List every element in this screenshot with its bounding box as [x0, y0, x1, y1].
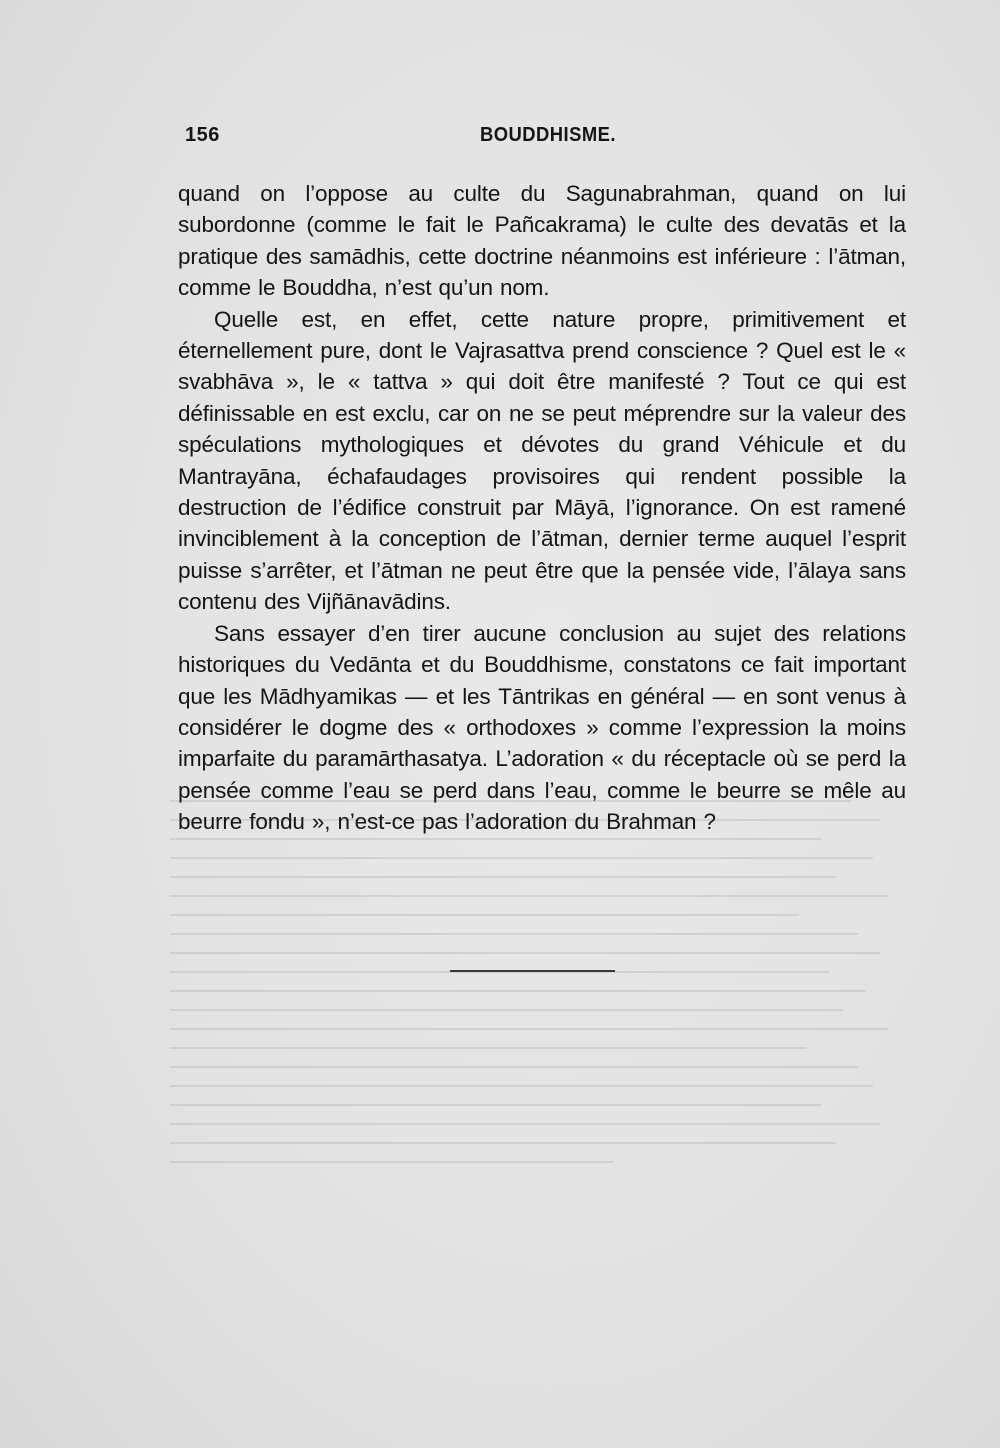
- bleed-through-text: [170, 800, 910, 1260]
- paragraph: Quelle est, en effet, cette nature propre, primitivement et éternellement pure, dont le Vajrasattva prend conscience ? Quel est le « svabhāva », le « tattva » qui doit être manifesté ? Tout ce qui est définissable en est exclu, car on ne se peut méprendre sur la valeur des spéculations mythologiques et dévotes du grand Véhicule et du Mantrayāna, échafaudages provisoires qui rendent possible la destruction de l’édifice construit par Māyā, l’ignorance. On est ramené invinciblement à la conception de l’ātman, dernier terme auquel l’esprit puisse s’arrêter, et l’ātman ne peut être que la pensée vide, l’ālaya sans contenu des Vijñānavādins.: [178, 306, 906, 615]
- paragraph: Sans essayer d’en tirer aucune conclusion au sujet des relations historiques du Vedānta et du Bouddhisme, constatons ce fait important que les Mādhyamikas — et les Tāntrikas en général — en sont venus à considérer le dogme des « orthodoxes » comme l’expression la moins imparfaite du paramārthasatya. L’adoration « du réceptacle où se perd la pensée comme l’eau se perd dans l’eau, comme le beurre se mêle au beurre fondu », n’est-ce pas l’adoration du Brahman ?: [178, 620, 906, 835]
- page-header: [185, 124, 915, 158]
- page-number: 156: [185, 124, 220, 146]
- body-text: [178, 178, 906, 838]
- end-rule: [450, 970, 615, 972]
- paragraph-continuation: quand on l’oppose au culte du Sagunabrahman, quand on lui subordonne (comme le fait le Pañcakrama) le culte des devatās et la pratique des samādhis, cette doctrine néanmoins est inférieure : l’ātman, comme le Bouddha, n’est qu’un nom.: [178, 181, 906, 301]
- running-title: BOUDDHISME.: [480, 124, 616, 146]
